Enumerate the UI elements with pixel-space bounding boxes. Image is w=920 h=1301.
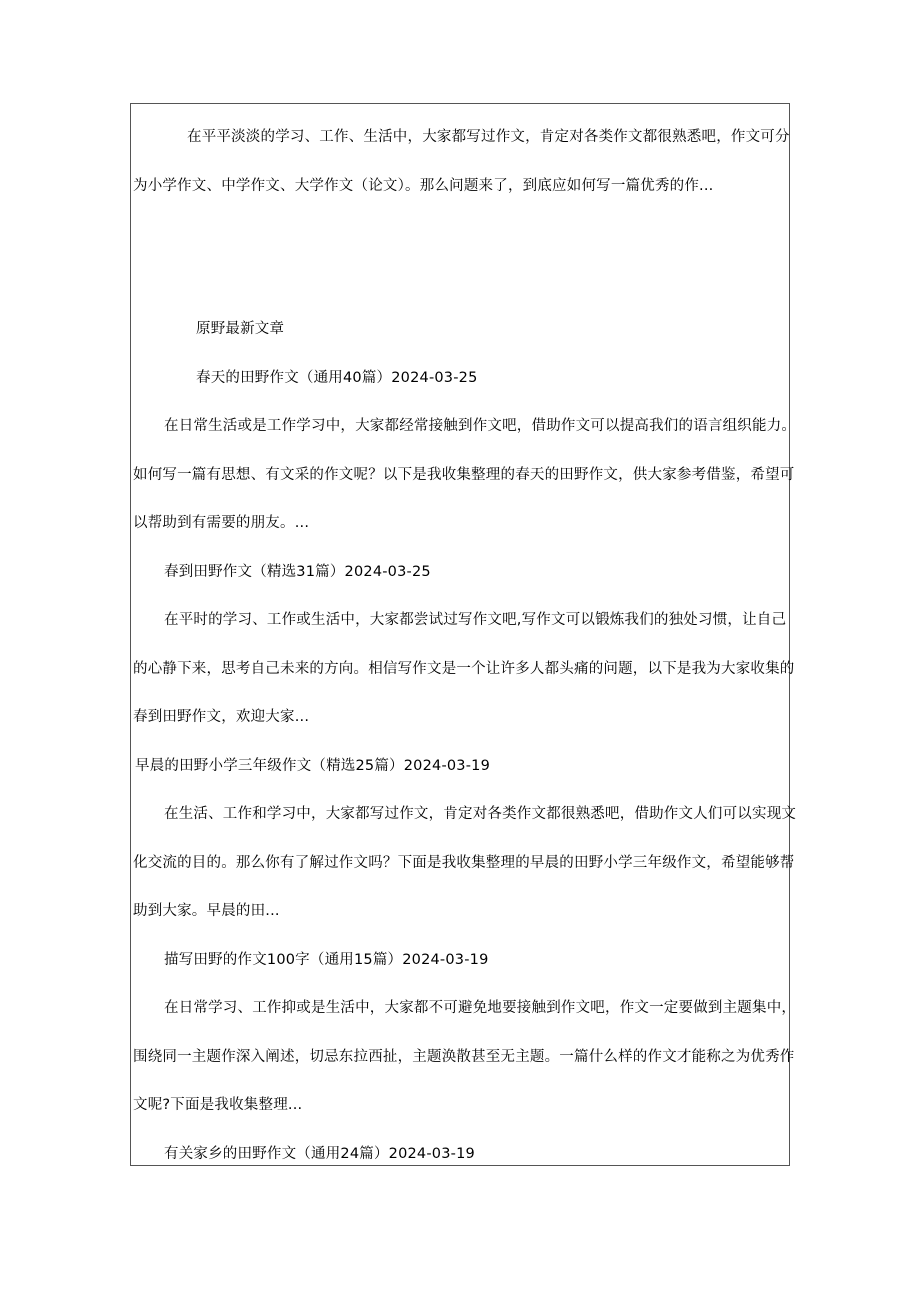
article-title-4[interactable]: 描写田野的作文100字（通用15篇）2024-03-19 (164, 952, 489, 968)
article-1-line-2: 如何写一篇有思想、有文采的作文呢？以下是我收集整理的春天的田野作文，供大家参考借鉴，希望可 (133, 467, 795, 483)
article-title-3[interactable]: 早晨的田野小学三年级作文（精选25篇）2024-03-19 (135, 758, 491, 774)
section-heading: 原野最新文章 (196, 321, 285, 337)
article-2-line-3: 春到田野作文，欢迎大家... (133, 709, 310, 725)
article-3-line-1: 在生活、工作和学习中，大家都写过作文，肯定对各类作文都很熟悉吧，借助作文人们可以实现文 (164, 806, 797, 822)
article-3-line-3: 助到大家。早晨的田... (133, 903, 280, 919)
intro-line-1: 在平平淡淡的学习、工作、生活中，大家都写过作文，肯定对各类作文都很熟悉吧，作文可分 (187, 129, 790, 145)
intro-line-2: 为小学作文、中学作文、大学作文（论文）。那么问题来了，到底应如何写一篇优秀的作... (133, 178, 714, 194)
article-3-line-2: 化交流的目的。那么你有了解过作文吗？下面是我收集整理的早晨的田野小学三年级作文，希望能够帮 (133, 855, 795, 871)
article-title-5[interactable]: 有关家乡的田野作文（通用24篇）2024-03-19 (164, 1146, 475, 1162)
article-2-line-2: 的心静下来，思考自己未来的方向。相信写作文是一个让许多人都头痛的问题，以下是我为大家收集的 (133, 661, 795, 677)
article-4-line-3: 文呢?下面是我收集整理... (133, 1097, 303, 1113)
article-2-line-1: 在平时的学习、工作或生活中，大家都尝试过写作文吧,写作文可以锻炼我们的独处习惯，让自己 (164, 612, 787, 628)
article-1-line-3: 以帮助到有需要的朋友。... (133, 515, 310, 531)
article-4-line-1: 在日常学习、工作抑或是生活中，大家都不可避免地要接触到作文吧，作文一定要做到主题集中， (164, 1000, 797, 1016)
article-title-1[interactable]: 春天的田野作文（通用40篇）2024-03-25 (196, 370, 478, 386)
article-title-2[interactable]: 春到田野作文（精选31篇）2024-03-25 (164, 564, 431, 580)
article-4-line-2: 围绕同一主题作深入阐述，切忌东拉西扯，主题涣散甚至无主题。一篇什么样的作文才能称之为优秀作 (133, 1049, 795, 1065)
article-1-line-1: 在日常生活或是工作学习中，大家都经常接触到作文吧，借助作文可以提高我们的语言组织能力。 (164, 418, 797, 434)
